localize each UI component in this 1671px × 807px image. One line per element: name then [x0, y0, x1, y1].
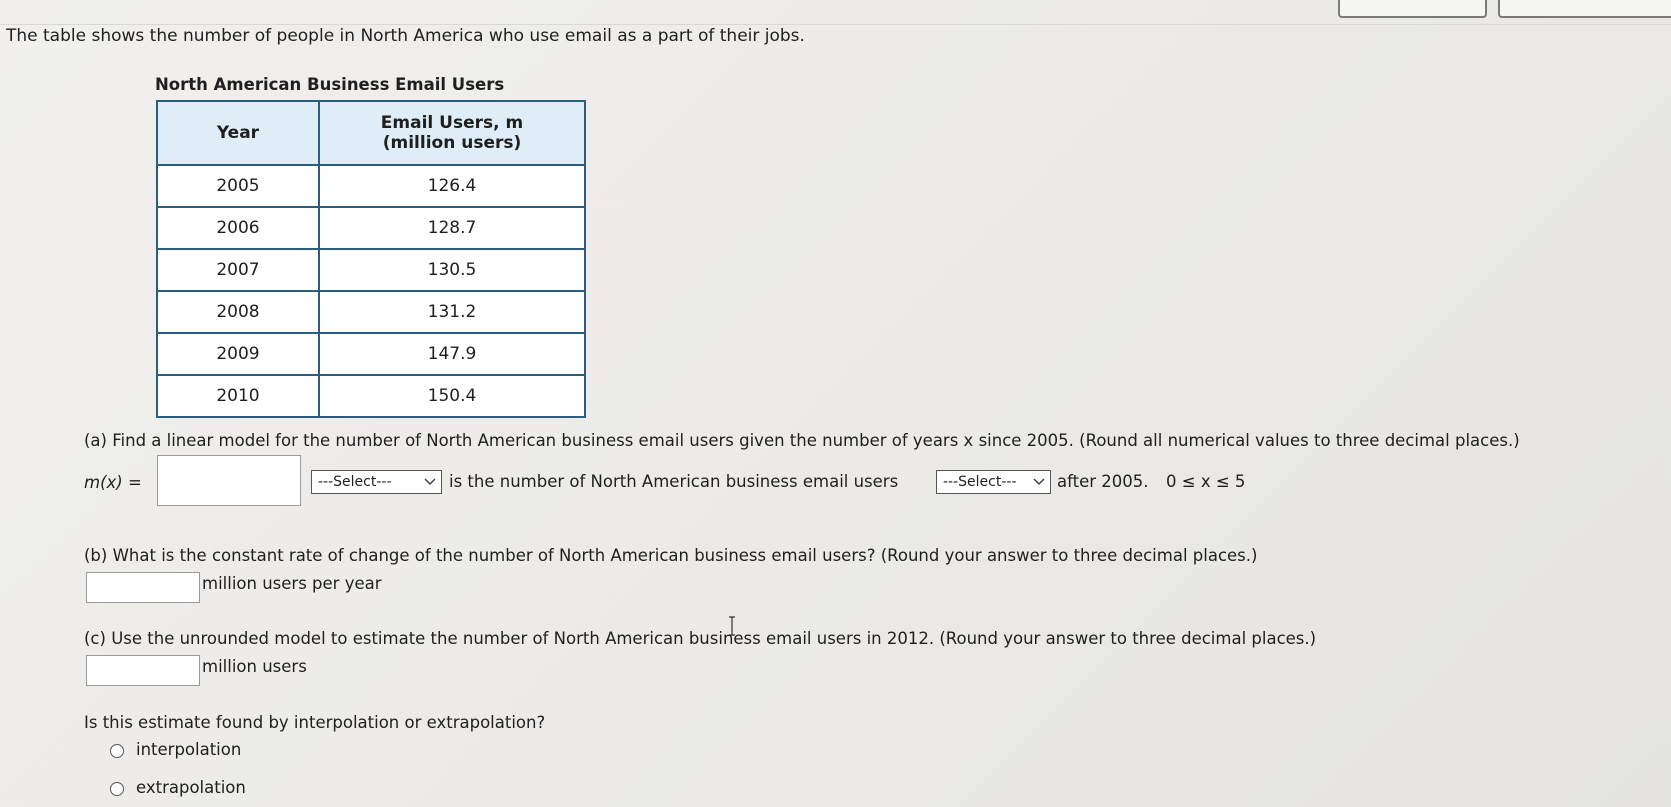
part-c-question: (c) Use the unrounded model to estimate the number of North American business email users in 2012. (Round your answer to three decimal places.) [84, 629, 1317, 648]
chevron-down-icon [424, 474, 436, 490]
part-a-question: (a) Find a linear model for the number of North American business email users given the number of years x since 2005. (Round all numerical values to three decimal places.) [84, 431, 1520, 450]
part-a-middle-text: is the number of North American business email users [449, 472, 899, 491]
header-email-users-line2: (million users) [382, 133, 522, 153]
estimate-question: Is this estimate found by interpolation or extrapolation? [84, 713, 546, 732]
cell-year: 2007 [157, 249, 319, 291]
top-divider [0, 24, 1671, 25]
part-c-unit: million users [202, 657, 307, 676]
header-email-users-line1: Email Users, m [380, 113, 524, 133]
table-row [157, 207, 585, 249]
cell-year: 2008 [157, 291, 319, 333]
header-email-users [319, 101, 585, 165]
part-a-select-1[interactable] [311, 470, 442, 494]
cell-year: 2009 [157, 333, 319, 375]
cell-users: 128.7 [319, 207, 585, 249]
intro-text: The table shows the number of people in North America who use email as a part of their jobs. [6, 26, 805, 46]
cell-year: 2005 [157, 165, 319, 207]
cell-users: 131.2 [319, 291, 585, 333]
part-a-tail-text: after 2005. [1057, 472, 1149, 491]
option-extrapolation-label: extrapolation [136, 778, 246, 797]
cell-year: 2010 [157, 375, 319, 417]
part-b-question: (b) What is the constant rate of change of the number of North American business email users? (Round your answer to three decimal places.) [84, 546, 1258, 565]
email-users-table [156, 100, 586, 418]
part-a-select-2[interactable] [936, 470, 1051, 494]
part-c-answer-input[interactable] [86, 655, 200, 686]
option-interpolation-label: interpolation [136, 740, 242, 759]
radio-interpolation[interactable] [110, 744, 124, 758]
cell-users: 126.4 [319, 165, 585, 207]
part-a-lhs: m(x) = [84, 473, 142, 492]
radio-extrapolation[interactable] [110, 782, 124, 796]
table-row [157, 249, 585, 291]
part-b-unit: million users per year [202, 574, 382, 593]
part-b-answer-input[interactable] [86, 572, 200, 603]
part-a-select-2-label: ---Select--- [943, 474, 1017, 490]
table-title: North American Business Email Users [155, 75, 505, 94]
table-row [157, 165, 585, 207]
cell-year: 2006 [157, 207, 319, 249]
table-row [157, 291, 585, 333]
cell-users: 150.4 [319, 375, 585, 417]
part-a-select-1-label: ---Select--- [318, 474, 392, 490]
table-row [157, 333, 585, 375]
part-a-answer-input[interactable] [157, 455, 301, 506]
text-cursor-icon [727, 616, 737, 636]
part-a-domain: 0 ≤ x ≤ 5 [1166, 472, 1246, 491]
cell-users: 130.5 [319, 249, 585, 291]
table-row [157, 375, 585, 417]
top-button-left[interactable] [1338, 0, 1487, 18]
header-year: Year [157, 101, 319, 165]
chevron-down-icon [1033, 474, 1045, 490]
cell-users: 147.9 [319, 333, 585, 375]
top-button-right[interactable] [1498, 0, 1671, 18]
table-header-row [157, 101, 585, 165]
